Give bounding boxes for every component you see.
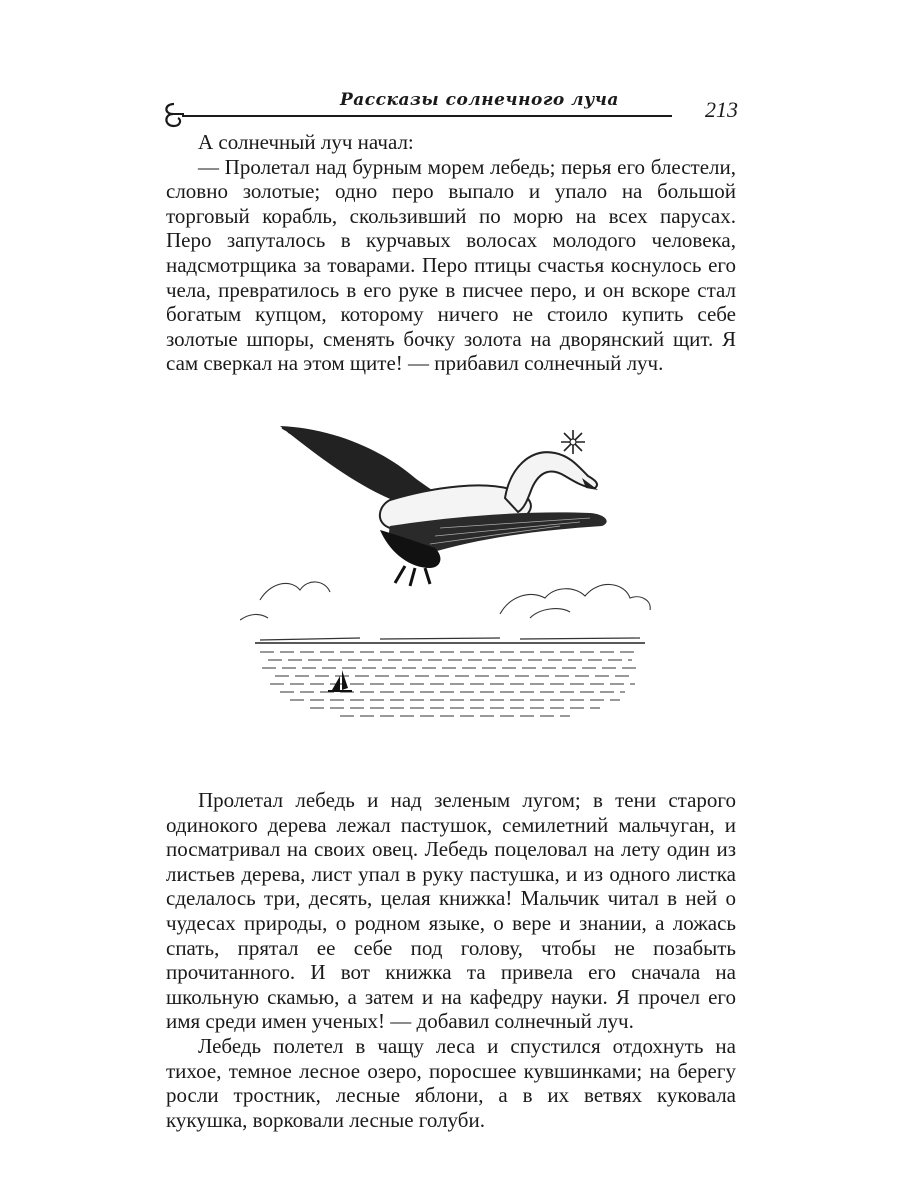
text-block-bottom [166, 788, 736, 1132]
swan-over-sea-illustration [240, 418, 660, 728]
text-block-top [166, 130, 736, 376]
paragraph: — Пролетал над бурным морем лебедь; перья его блестели, словно золотые; одно перо выпало и упало на большой торговый корабль, скользивший по морю на всех парусах. Перо запуталось в курчавых волосах молодого человека, надсмотрщика за товарами. Перо птицы счастья коснулось его чела, превратилось в его руке в писчее перо, и он вскоре стал богатым купцом, которому ничего не стоило купить себе золотые шпоры, сменять бочку золота на дворянский щит. Я сам сверкал на этом щите! — прибавил солнечный луч. [166, 154, 736, 376]
running-header [160, 84, 740, 124]
paragraph: Пролетал лебедь и над зеленым лугом; в тени старого одинокого дерева лежал пастушок, семилетний мальчуган, и посматривал на своих овец. Лебедь поцеловал на лету один из листьев дерева, лист упал в руку пастушка, и из одного листка сделалось три, десять, целая книжка! Мальчик читал в ней о чудесах природы, о родном языке, о вере и знании, а ложась спать, прятал ее себе под голову, чтобы не позабыть прочитанного. И вот книжка та привела его сначала на школьную скамью, а затем и на кафедру науки. Я прочел его имя среди имен ученых! — добавил солнечный луч. [166, 788, 736, 1034]
page-number: 213 [705, 97, 738, 122]
paragraph: Лебедь полетел в чащу леса и спустился отдохнуть на тихое, темное лесное озеро, поросшее кувшинками; на берегу росли тростник, лесные яблони, а в их ветвях куковала кукушка, ворковали лесные голуби. [166, 1033, 736, 1132]
paragraph: А солнечный луч начал: [198, 130, 414, 154]
running-title: Рассказы солнечного луча [340, 90, 619, 110]
header-rule [182, 115, 672, 117]
